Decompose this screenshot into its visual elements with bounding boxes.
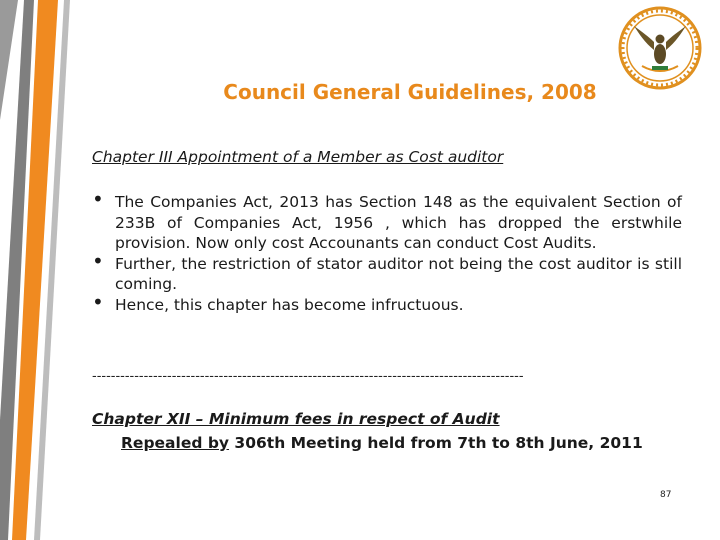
chapter-xii-heading: Chapter XII – Minimum fees in respect of Audit bbox=[92, 410, 500, 428]
bullet-icon: • bbox=[92, 248, 104, 273]
bullet-icon: • bbox=[92, 289, 104, 314]
bullet-text: Further, the restriction of stator auditor not being the cost auditor is still coming. bbox=[115, 254, 682, 293]
bullet-icon: • bbox=[92, 187, 104, 211]
chapter-iii-heading: Chapter III Appointment of a Member as Cost auditor bbox=[92, 148, 504, 166]
slide-title: Council General Guidelines, 2008 bbox=[223, 80, 597, 104]
page-number: 87 bbox=[660, 490, 672, 500]
bullet-text: Hence, this chapter has become infructuous. bbox=[115, 295, 464, 314]
repealed-prefix: Repealed by bbox=[121, 434, 230, 452]
list-item bbox=[92, 248, 682, 295]
repealed-detail: 306th Meeting held from 7th to 8th June, 2011 bbox=[229, 434, 643, 452]
repealed-note bbox=[121, 434, 643, 452]
bullet-text: The Companies Act, 2013 has Section 148 as the equivalent Section of 233B of Companies Act, 1956 , which has dropped the erstwhile provision. Now only cost Accounants can conduct Cost Audits. bbox=[115, 193, 682, 252]
bullet-list bbox=[92, 187, 682, 315]
list-item bbox=[92, 289, 682, 316]
separator-line: -------------------------------------------------------------------------------------------- bbox=[92, 369, 524, 384]
decorative-stripes bbox=[0, 0, 90, 540]
institute-emblem-icon bbox=[618, 6, 702, 90]
list-item bbox=[92, 187, 682, 254]
